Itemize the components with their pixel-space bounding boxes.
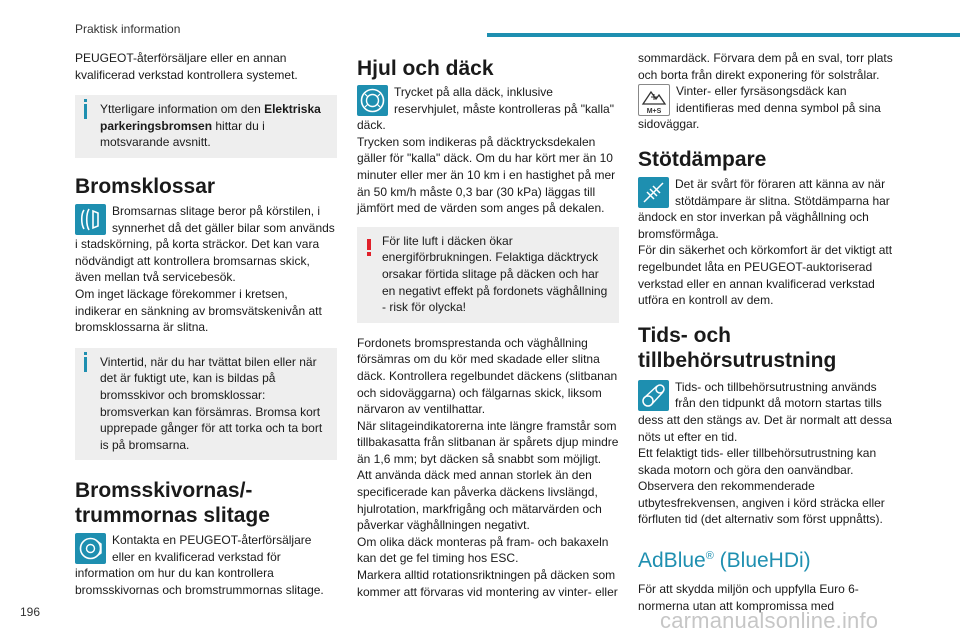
info-text-suffix: hittar du i motsvarande avsnitt. bbox=[100, 118, 265, 150]
hjul-body-5: Markera alltid rotationsriktningen på däcken som kommer att förvaras vid montering av vinter- eller bbox=[357, 568, 618, 599]
bromsklossar-text: Bromsarnas slitage beror på körstilen, i synnerhet då det gäller bilar som används i stadskörning, på korta sträckor. Det kan vara nödvändigt att kontrollera bromsarnas skick, även mellan två servicebesök. bbox=[75, 203, 335, 285]
heading-hjul: Hjul och däck bbox=[357, 57, 494, 80]
info-text-strong: Elektriska parkeringsbromsen bbox=[100, 102, 321, 133]
column-1 bbox=[75, 50, 337, 599]
heading-stotdampare: Stötdämpare bbox=[638, 147, 767, 171]
info-text-prefix: Ytterligare information om den bbox=[100, 102, 265, 117]
hjul-body-4: Om olika däck monteras på fram- och bakaxeln kan det ge fel timing hos ESC. bbox=[357, 534, 609, 566]
heading-adblue-suffix: (BlueHDi) bbox=[713, 549, 811, 573]
tids-text-3: Observera den rekommenderade utbytesfrekvensen, angiven i körd sträcka eller förfluten tid (det alternativ som först uppnåtts). bbox=[638, 479, 885, 527]
hjul-text: Trycket på alla däck, inklusive reservhjulet, måste kontrolleras på "kalla" däck. bbox=[357, 85, 614, 133]
heading-bromsskivornas: Bromsskivornas/-trummornas slitage bbox=[75, 479, 270, 528]
timing-belt-icon bbox=[638, 380, 669, 411]
column-2 bbox=[357, 50, 619, 600]
ms-text: Vinter- eller fyrsäsongsdäck kan identifieras med denna symbol på sina sidoväggar. bbox=[638, 84, 881, 132]
heading-adblue-text: AdBlue bbox=[638, 549, 706, 573]
stotdampare-text: Det är svårt för föraren att känna av när stötdämpare är slitna. Stötdämparna har ändock en stor inverkan på väghållning och bromsförmåga. bbox=[638, 176, 890, 241]
bromsskivor-text: Kontakta en PEUGEOT-återförsäljare eller en kvalificerad verkstad för information om hur du kan kontrollera bromsskivornas och bromstrummornas slitage. bbox=[75, 533, 324, 598]
info-text bbox=[83, 101, 329, 151]
page-number: 196 bbox=[20, 605, 41, 619]
hjul-text-2: Trycken som indikeras på däcktrycksdekalen gäller för "kalla" däck. Om du har kört mer än 10 minuter eller mer än 10 km i en hastighet på mer än 50 km/h måste 0,3 bar (30 kPa) läggas till jämfört med de värden som anges på dekalen. bbox=[357, 134, 616, 216]
brake-disc-icon bbox=[75, 533, 106, 564]
ms-label: M+S bbox=[646, 108, 662, 116]
watermark: carmanualsonline.info bbox=[660, 608, 879, 633]
warning-text: För lite luft i däcken ökar energiförbrukningen. Felaktiga däcktryck orsakar förtida slitage på däcken och har en negativt effekt på fordonets väghållning - risk för olycka! bbox=[382, 233, 608, 315]
tids-text: Tids- och tillbehörsutrustning används från den tidpunkt då motorn startas tills dess att den stängs av. Det är normalt att dessa nöts ut efter en tid. bbox=[638, 379, 892, 444]
column-3 bbox=[638, 50, 900, 614]
warning-box-tire-pressure bbox=[357, 227, 619, 323]
adblue-text: För att skydda miljön och uppfylla Euro 6-normerna utan att kompromissa med bbox=[638, 582, 859, 613]
hjul-body-1: Fordonets bromsprestanda och väghållning försämras om du kör med skadade eller slitna däck. Kontrollera regelbundet däckens (slitbanan och sidoväggarna) och fälgarnas skick, liksom närvaron av ventilhattar. bbox=[357, 335, 618, 417]
info-winter-text: Vintertid, när du har tvättat bilen eller när det är fuktigt ute, kan is bildas på bromsskivor och bromsklossar: bromsverkan kan försämras. Bromsa kort upprepade gånger för att torka och ta bort is på bromsarna. bbox=[100, 354, 323, 452]
snowflake-mountain-icon bbox=[638, 84, 670, 116]
heading-tids: Tids- och tillbehörsutrustning bbox=[638, 323, 837, 372]
tire-icon bbox=[357, 85, 388, 116]
heading-adblue bbox=[638, 544, 900, 573]
info-icon bbox=[84, 357, 87, 372]
hjul-body-2: När slitageindikatorerna inte längre framstår som tillbakasatta från slitbanan är spårets djup mindre än 1,6 mm; byt däcken så snabbt som möjligt. bbox=[357, 418, 619, 466]
brake-pad-icon bbox=[75, 204, 106, 235]
tids-text-2: Ett felaktigt tids- eller tillbehörsutrustning kan skada motorn och göra den oanvändbar. bbox=[638, 446, 877, 477]
heading-bromsklossar: Bromsklossar bbox=[75, 174, 216, 198]
bromsklossar-text-2: Om inget läckage förekommer i kretsen, indikerar en sänkning av bromsvätskenivån att bromsklossarna är slitna. bbox=[75, 286, 322, 335]
info-icon bbox=[84, 104, 87, 119]
intro-text: PEUGEOT-återförsäljare eller en annan kvalificerad verkstad kontrollera systemet. bbox=[75, 51, 298, 82]
header-accent-bar bbox=[487, 33, 960, 37]
stotdampare-text-2: För din säkerhet och körkomfort är det viktigt att regelbundet låta en PEUGEOT-auktoriserad verkstad eller en annan kvalificerad verkstad utföra en kontroll av dem. bbox=[638, 243, 893, 308]
heading-adblue-reg: ® bbox=[705, 550, 714, 563]
shock-absorber-icon bbox=[638, 177, 669, 208]
hjul-body-3: Att använda däck med annan storlek än den specificerade kan påverka däckens livslängd, hjulrotation, markfrigång och mätarvärden och påverkar väghållningen negativt. bbox=[357, 468, 602, 533]
header-title: Praktisk information bbox=[75, 22, 181, 36]
warning-icon bbox=[367, 239, 371, 250]
info-box-parking-brake bbox=[75, 95, 337, 158]
info-box-winter bbox=[75, 348, 337, 461]
cont-text: sommardäck. Förvara dem på en sval, torr plats och borta från direkt exponering för solstrålar. bbox=[638, 51, 893, 82]
